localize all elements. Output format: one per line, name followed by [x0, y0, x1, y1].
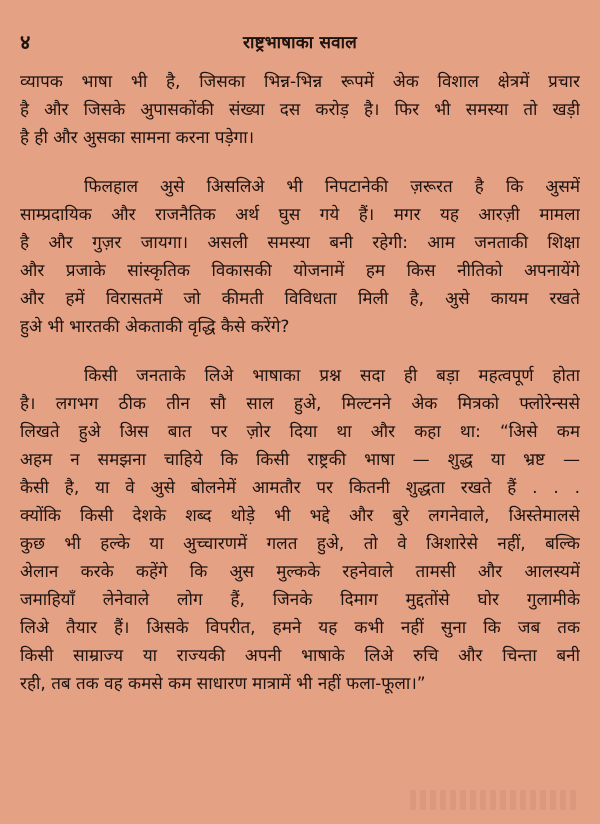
- text-line: जमाहियाँ लेनेवाले लोग हैं, जिनके दिमाग मुद्दतोंसे घोर गुलामीके: [20, 590, 580, 610]
- text-line: है ही और अुसका सामना करना पड़ेगा।: [20, 128, 255, 148]
- paragraph-3: [20, 362, 580, 698]
- page-number: ४: [20, 30, 31, 54]
- text-line: रही, तब तक वह कमसे कम साधारण मात्रामें भी नहीं फला-फूला।”: [20, 674, 426, 694]
- text-line: अेलान करके कहेंगे कि अुस मुल्कके रहनेवाले तामसी और आलस्यमें: [20, 562, 580, 582]
- text-line: किसी साम्राज्य या राज्यकी अपनी भाषाके लिअे रुचि और चिन्ता बनी: [20, 646, 580, 666]
- text-line: और हमें विरासतमें जो कीमती विविधता मिली है, अुसे कायम रखते: [20, 289, 580, 309]
- paragraph-1: [20, 68, 580, 152]
- text-line: व्यापक भाषा भी है, जिसका भिन्न-भिन्न रूपमें अेक विशाल क्षेत्रमें प्रचार: [20, 72, 580, 92]
- text-line: लिखते हुअे अिस बात पर ज़ोर दिया था और कहा था: “अिसे कम: [20, 422, 580, 442]
- text-line: लिअे तैयार हैं। अिसके विपरीत, हमने यह कभी नहीं सुना कि जब तक: [20, 618, 580, 638]
- text-line: साम्प्रदायिक और राजनैतिक अर्थ घुस गये हैं। मगर यह आरज़ी मामला: [20, 205, 580, 225]
- text-line: हुअे भी भारतकी अेकताकी वृद्धि कैसे करेंगे?: [20, 317, 290, 337]
- running-title: राष्ट्रभाषाका सवाल: [243, 33, 357, 53]
- text-line: है और गुज़र जायगा। असली समस्या बनी रहेगी: आम जनताकी शिक्षा: [20, 233, 580, 253]
- show-through-texture: [410, 790, 580, 810]
- text-line: किसी जनताके लिअे भाषाका प्रश्न सदा ही बड़ा महत्वपूर्ण होता: [84, 366, 580, 386]
- text-line: है और जिसके अुपासकोंकी संख्या दस करोड़ है। फिर भी समस्या तो खड़ी: [20, 100, 580, 120]
- text-line: कुछ भी हल्के या अुच्चारणमें गलत हुअे, तो वे अिशारेसे नहीं, बल्कि: [20, 534, 580, 554]
- text-line: क्योंकि किसी देशके शब्द थोड़े भी भद्दे और बुरे लगनेवाले, अिस्तेमालसे: [20, 506, 580, 526]
- text-line: है। लगभग ठीक तीन सौ साल हुअे, मिल्टनने अेक मित्रको फ्लोरेन्ससे: [20, 394, 580, 414]
- paragraph-2: [20, 173, 580, 341]
- page-header: [0, 28, 600, 54]
- text-line: फिलहाल अुसे अिसलिअे भी निपटानेकी ज़रूरत है कि अुसमें: [84, 177, 580, 197]
- text-line: कैसी है, या वे अुसे बोलनेमें आमतौर पर कितनी शुद्धता रखते हैं . . .: [20, 478, 580, 498]
- text-line: अहम न समझना चाहिये कि किसी राष्ट्रकी भाषा — शुद्ध या भ्रष्ट —: [20, 450, 580, 470]
- text-line: और प्रजाके सांस्कृतिक विकासकी योजनामें हम किस नीतिको अपनायेंगे: [20, 261, 580, 281]
